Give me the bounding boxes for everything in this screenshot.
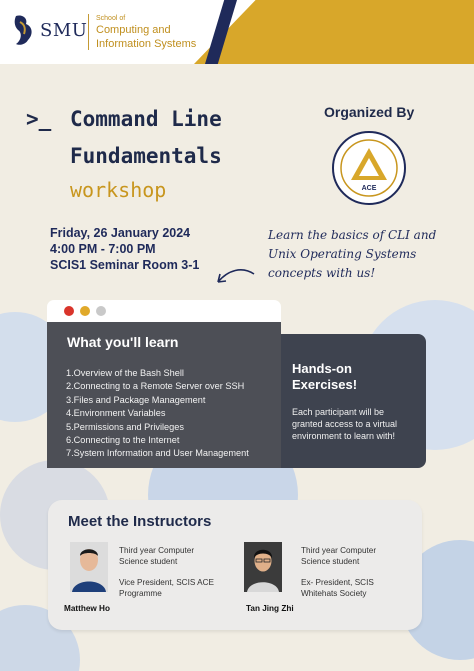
school-name-line2: Information Systems xyxy=(96,38,197,50)
event-venue: SCIS1 Seminar Room 3-1 xyxy=(50,258,200,272)
window-maximize-dot xyxy=(96,306,106,316)
avatar xyxy=(244,542,282,592)
learn-title: What you'll learn xyxy=(67,334,179,350)
learn-card xyxy=(47,322,281,468)
hands-on-card xyxy=(281,334,426,468)
window-titlebar xyxy=(47,300,281,322)
organizer-label: Organized By xyxy=(324,104,415,120)
smu-logo-text: SMU xyxy=(40,20,88,41)
instructor-name: Matthew Ho xyxy=(64,604,110,613)
school-name-line1: Computing and xyxy=(96,24,171,36)
instructor-year: Third year Computer Science student xyxy=(301,546,377,566)
instructor-year: Third year Computer Science student xyxy=(119,546,195,566)
smu-lion-icon xyxy=(12,12,38,48)
instructors-card xyxy=(48,500,422,630)
hands-on-description: Each participant will be granted access to a virtual environment to learn with! xyxy=(292,407,398,441)
instructors-title: Meet the Instructors xyxy=(68,513,212,530)
event-info xyxy=(50,225,199,273)
list-item: 7.System Information and User Management xyxy=(66,448,249,459)
window-close-dot xyxy=(64,306,74,316)
logo-divider xyxy=(88,14,89,50)
title-line2: Fundamentals xyxy=(70,144,222,168)
event-time: 4:00 PM - 7:00 PM xyxy=(50,242,156,256)
title-workshop: workshop xyxy=(70,178,167,202)
hands-on-title: Hands-on Exercises! xyxy=(292,361,358,392)
title-line1: Command Line xyxy=(70,107,222,131)
tagline: Learn the basics of CLI and Unix Operating Systems concepts with us! xyxy=(268,228,437,280)
list-item: 4.Environment Variables xyxy=(66,408,166,419)
list-item: 5.Permissions and Privileges xyxy=(66,421,184,432)
event-date: Friday, 26 January 2024 xyxy=(50,226,191,240)
curved-arrow-icon xyxy=(212,264,258,290)
header-gold-band xyxy=(194,0,474,64)
list-item: 6.Connecting to the Internet xyxy=(66,435,180,446)
ace-logo-icon xyxy=(331,130,407,206)
instructor-role: Ex- President, SCIS Whitehats Society xyxy=(301,578,374,598)
ace-logo-text: ACE xyxy=(361,185,377,192)
instructor-role: Vice President, SCIS ACE Programme xyxy=(119,578,214,598)
terminal-prompt-icon: >_ xyxy=(26,107,52,131)
learn-list xyxy=(66,367,249,461)
instructor-name: Tan Jing Zhi xyxy=(246,604,294,613)
header xyxy=(0,0,474,64)
list-item: 2.Connecting to a Remote Server over SSH xyxy=(66,381,245,392)
school-label-small: School of xyxy=(96,15,126,22)
list-item: 3.Files and Package Management xyxy=(66,394,206,405)
list-item: 1.Overview of the Bash Shell xyxy=(66,368,184,378)
window-minimize-dot xyxy=(80,306,90,316)
avatar xyxy=(70,542,108,592)
